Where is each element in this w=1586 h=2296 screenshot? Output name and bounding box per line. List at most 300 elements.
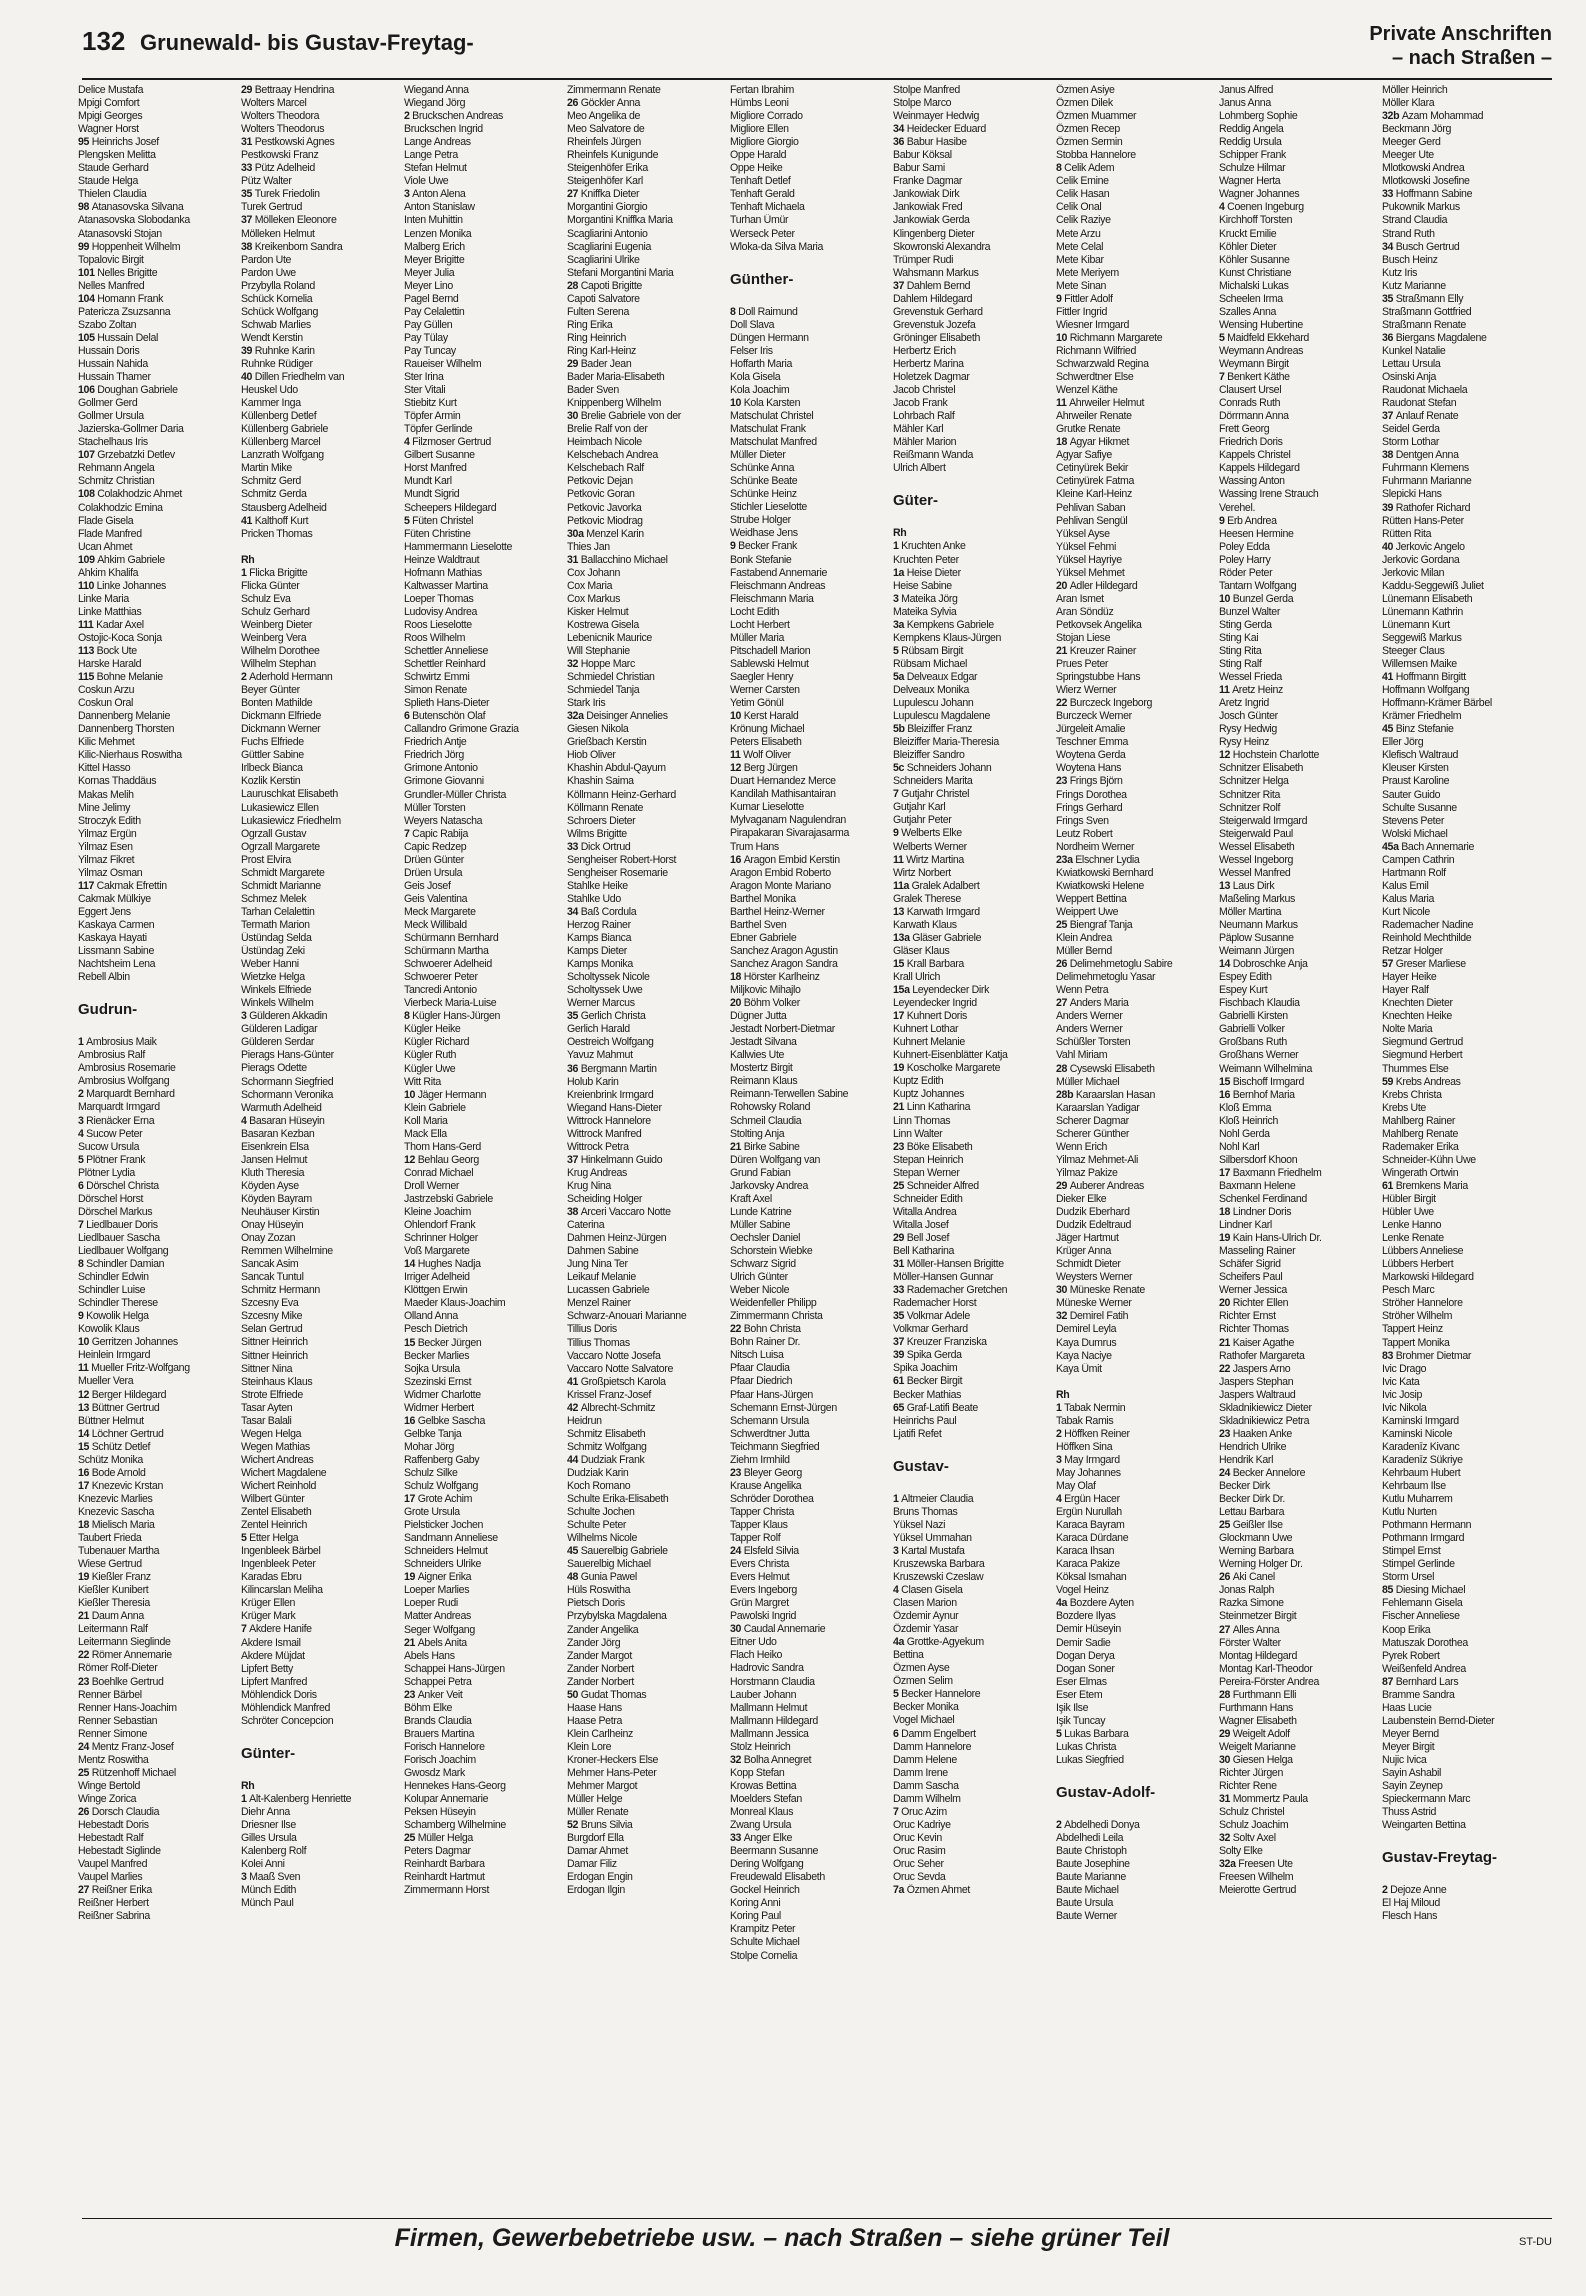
resident-entry: [1219, 749, 1378, 762]
resident-entry: [404, 1415, 563, 1428]
resident-name: Grote Achim: [417, 1493, 473, 1506]
resident-name: Bruns Silvia: [580, 1819, 633, 1832]
house-number: 85: [1382, 1584, 1396, 1597]
resident-entry: Herzog Rainer: [567, 919, 631, 931]
resident-entry: [404, 1637, 563, 1650]
house-number: 6: [404, 710, 413, 723]
resident-entry: Warmuth Adelheid: [241, 1101, 322, 1114]
resident-entry: Weidenfeller Philipp: [730, 1297, 817, 1310]
resident-entry: Grießbach Kerstin: [567, 736, 647, 749]
house-number: 28b: [1056, 1088, 1076, 1101]
resident-name: Möller-Hansen Brigitte: [906, 1258, 1004, 1271]
resident-entry: Solty Elke: [1219, 1845, 1263, 1858]
resident-entry: Jäger Hartmut: [1056, 1232, 1119, 1245]
house-number: 18: [1056, 436, 1070, 449]
house-number: 9: [1056, 292, 1065, 305]
resident-entry: Grund Fabian: [730, 1166, 791, 1179]
resident-entry: Staude Helga: [78, 175, 138, 188]
resident-entry: Oruc Kevin: [893, 1831, 942, 1844]
resident-entry: Schulz Silke: [404, 1466, 458, 1479]
house-number: 11: [730, 749, 744, 762]
resident-name: Dillen Friedhelm van: [254, 371, 345, 384]
resident-entry: [1219, 1832, 1378, 1845]
resident-entry: Simon Renate: [404, 684, 467, 697]
resident-entry: [893, 1336, 1052, 1349]
resident-entry: Schemann Ernst-Jürgen: [730, 1401, 837, 1414]
house-number: 20: [1219, 1297, 1233, 1310]
resident-entry: Teichmann Siegfried: [730, 1440, 820, 1453]
resident-entry: Düngen Hermann: [730, 331, 809, 344]
resident-entry: Grimone Antonio: [404, 762, 478, 775]
resident-entry: Capoti Salvatore: [567, 292, 640, 305]
resident-entry: Pothmann Hermann: [1382, 1519, 1472, 1532]
resident-entry: [1219, 1363, 1378, 1376]
resident-entry: Weinberg Vera: [241, 631, 307, 644]
resident-entry: Klein Lore: [567, 1740, 612, 1753]
resident-name: Müneske Renate: [1069, 1284, 1145, 1297]
resident-entry: Köyden Bayram: [241, 1192, 312, 1205]
resident-entry: Evers Helmut: [730, 1571, 790, 1584]
resident-entry: Lukas Siegfried: [1056, 1753, 1124, 1766]
resident-entry: [78, 1088, 237, 1101]
resident-name: Haaken Anke: [1232, 1427, 1292, 1440]
resident-entry: Sauter Guido: [1382, 788, 1441, 801]
resident-entry: Topalovic Birgit: [78, 253, 144, 266]
resident-entry: Rathofer Margareta: [1219, 1349, 1305, 1362]
resident-entry: Wilhelm Dorothee: [241, 644, 320, 657]
resident-entry: Wilbert Günter: [241, 1493, 305, 1506]
house-number: 30a: [567, 527, 587, 540]
house-number: 44: [567, 1453, 581, 1466]
resident-entry: Jaspers Stephan: [1219, 1375, 1294, 1388]
house-number: 105: [78, 331, 98, 344]
house-number: 26: [78, 1806, 92, 1818]
resident-entry: [1056, 997, 1215, 1010]
resident-entry: Drüen Ursula: [404, 866, 463, 879]
resident-entry: Schappei Petra: [404, 1675, 472, 1688]
resident-entry: [78, 619, 237, 632]
resident-name: Heidecker Eduard: [906, 123, 986, 136]
resident-entry: Miljkovic Mihajlo: [730, 984, 801, 997]
resident-entry: Dogan Derya: [1056, 1649, 1115, 1662]
resident-entry: Grevenstuk Gerhard: [893, 305, 983, 318]
street-heading: Gudrun-: [78, 1001, 138, 1019]
resident-entry: Petkovsek Angelika: [1056, 618, 1142, 631]
resident-name: Baß Cordula: [580, 905, 637, 918]
resident-entry: Kruchten Peter: [893, 553, 959, 566]
resident-name: Aragon Embid Kerstin: [743, 853, 840, 866]
resident-entry: Tapper Christa: [730, 1505, 794, 1518]
resident-entry: Morgantini Kniffka Maria: [567, 214, 673, 227]
house-number: 4a: [1056, 1597, 1070, 1610]
resident-name: Hussain Delal: [97, 331, 159, 344]
house-number: 113: [78, 645, 97, 658]
resident-entry: Raueiser Wilhelm: [404, 357, 482, 370]
house-number: 3a: [893, 618, 907, 631]
resident-entry: Friedrich Jörg: [404, 749, 464, 762]
resident-entry: [78, 332, 237, 345]
house-number: 13a: [893, 931, 913, 944]
resident-entry: Kroner-Heckers Else: [567, 1754, 659, 1766]
resident-entry: Kluth Theresia: [241, 1166, 305, 1179]
resident-entry: [1382, 541, 1541, 554]
house-number: 41: [241, 514, 255, 527]
resident-entry: Pehlivan Sengül: [1056, 514, 1128, 527]
resident-entry: Barthel Sven: [730, 918, 787, 931]
house-number: 2: [78, 1088, 87, 1101]
resident-entry: Bader Maria-Elisabeth: [567, 371, 665, 384]
house-number: 3: [241, 1871, 250, 1884]
resident-entry: [78, 1336, 237, 1349]
house-number: 15: [78, 1440, 92, 1453]
entry-gap: [1382, 1871, 1541, 1884]
resident-entry: Pfaar Claudia: [730, 1362, 790, 1375]
resident-entry: Schulz Wolfgang: [404, 1480, 479, 1493]
resident-entry: Lupulescu Magdalene: [893, 710, 991, 723]
resident-entry: Vierbeck Maria-Luise: [404, 997, 497, 1010]
resident-entry: Karaca Dürdane: [1056, 1532, 1129, 1545]
house-number: 26: [1219, 1571, 1233, 1584]
resident-entry: Plengsken Melitta: [78, 149, 156, 162]
resident-name: Kain Hans-Ulrich Dr.: [1232, 1232, 1322, 1245]
resident-entry: Kaminski Nicole: [1382, 1427, 1453, 1440]
resident-entry: Leitermann Ralf: [78, 1623, 148, 1636]
resident-entry: Pielsticker Jochen: [404, 1519, 484, 1532]
resident-entry: Schettler Anneliese: [404, 645, 489, 658]
resident-entry: Weimann Jürgen: [1219, 945, 1294, 958]
resident-entry: [78, 201, 237, 214]
resident-entry: Bozdere Ilyas: [1056, 1610, 1116, 1623]
resident-entry: Horst Manfred: [404, 462, 467, 475]
resident-entry: Dörrmann Anna: [1219, 410, 1289, 423]
resident-name: Sucow Peter: [86, 1127, 143, 1140]
resident-entry: [567, 710, 726, 723]
resident-entry: Schnitzer Elisabeth: [1219, 762, 1304, 775]
resident-entry: Sting Gerda: [1219, 618, 1272, 631]
resident-entry: Kilic Mehmet: [78, 736, 135, 749]
resident-entry: Damar Ahmet: [567, 1845, 628, 1858]
resident-entry: [893, 932, 1052, 945]
resident-entry: Klöttgen Erwin: [404, 1284, 468, 1297]
resident-name: Dahlem Bernd: [906, 279, 971, 292]
resident-entry: Schmitz Christian: [78, 475, 155, 488]
resident-entry: Weigelt Marianne: [1219, 1740, 1296, 1753]
house-number: 35: [567, 1010, 581, 1023]
resident-name: Dejoze Anne: [1390, 1884, 1447, 1897]
house-number: 45a: [1382, 840, 1402, 853]
resident-entry: [567, 1010, 726, 1023]
entry-gap: [893, 475, 1052, 488]
resident-entry: Matter Andreas: [404, 1610, 471, 1623]
resident-name: Furthmann Elli: [1232, 1688, 1297, 1701]
resident-entry: [1056, 1428, 1215, 1441]
resident-entry: Krebs Christa: [1382, 1088, 1442, 1101]
house-number: 107: [78, 449, 98, 462]
resident-entry: Bleiziffer Sandro: [893, 749, 965, 762]
resident-name: Löchner Gertrud: [91, 1427, 164, 1440]
resident-entry: Scagliarini Antonio: [567, 227, 648, 240]
resident-entry: Montag Karl-Theodor: [1219, 1662, 1313, 1675]
resident-name: Mölleken Eleonore: [254, 214, 337, 227]
resident-name: Gerritzen Johannes: [91, 1336, 178, 1349]
resident-entry: Callandro Grimone Grazia: [404, 723, 519, 736]
resident-entry: Lettau Barbara: [1219, 1506, 1285, 1519]
resident-entry: [78, 1767, 237, 1780]
resident-entry: Sting Kai: [1219, 631, 1259, 644]
house-number: 17: [1219, 1166, 1233, 1179]
resident-entry: [404, 1089, 563, 1102]
house-number: 25: [893, 1179, 907, 1192]
resident-entry: Ster Irina: [404, 371, 444, 384]
resident-entry: Forisch Joachim: [404, 1754, 476, 1766]
resident-entry: [730, 971, 889, 984]
house-number: 31: [1219, 1793, 1233, 1806]
house-number: 9: [730, 540, 739, 553]
resident-entry: Conrad Michael: [404, 1166, 474, 1179]
resident-entry: Szcesny Eva: [241, 1297, 299, 1310]
resident-entry: Özmen Recep: [1056, 123, 1120, 136]
entry-gap: [1056, 1767, 1215, 1780]
resident-entry: Weißenfeld Andrea: [1382, 1662, 1466, 1675]
resident-entry: Makas Melih: [78, 788, 134, 801]
resident-entry: [567, 1206, 726, 1219]
resident-entry: [1056, 436, 1215, 449]
resident-name: Brohmer Dietmar: [1395, 1349, 1472, 1362]
resident-name: Anger Elke: [743, 1832, 793, 1845]
resident-entry: Weippert Uwe: [1056, 905, 1119, 918]
resident-entry: [893, 958, 1052, 971]
resident-entry: Tappert Heinz: [1382, 1323, 1443, 1336]
resident-name: Karwath Irmgard: [906, 905, 980, 918]
resident-name: Höffken Reiner: [1064, 1427, 1130, 1440]
resident-entry: Lunde Katrine: [730, 1205, 792, 1218]
resident-entry: Weingarten Bettina: [1382, 1819, 1466, 1832]
house-number: 23: [730, 1466, 744, 1479]
resident-entry: Ucan Ahmet: [78, 540, 133, 553]
house-number: 38: [241, 240, 255, 253]
resident-entry: Nohl Karl: [1219, 1140, 1260, 1153]
resident-name: Becker Birgit: [906, 1375, 963, 1388]
resident-entry: Beyer Günter: [241, 684, 300, 697]
resident-entry: [1219, 515, 1378, 528]
resident-name: Römer Annemarie: [91, 1649, 172, 1662]
resident-entry: [893, 645, 1052, 658]
resident-entry: Coskun Oral: [78, 697, 134, 710]
resident-entry: [893, 723, 1052, 736]
resident-name: Flicka Brigitte: [249, 566, 308, 579]
resident-entry: [78, 1310, 237, 1323]
resident-entry: Fuhrmann Klemens: [1382, 462, 1469, 475]
resident-entry: Fischer Anneliese: [1382, 1610, 1460, 1623]
resident-entry: Yilmaz Mehmet-Ali: [1056, 1153, 1138, 1166]
resident-entry: Sancak Asim: [241, 1258, 299, 1271]
directory-column-4: [567, 84, 726, 2210]
resident-entry: [730, 306, 889, 319]
house-number: 1: [78, 1036, 87, 1049]
resident-entry: Pereira-Förster Andrea: [1219, 1675, 1320, 1688]
resident-entry: [893, 1141, 1052, 1154]
house-number: 7: [78, 1218, 87, 1231]
resident-entry: [241, 188, 400, 201]
resident-name: Ballacchino Michael: [580, 553, 668, 566]
entry-gap: [1382, 1832, 1541, 1845]
resident-name: Krebs Andreas: [1395, 1075, 1461, 1088]
resident-name: Göckler Anna: [580, 97, 641, 110]
resident-entry: Wassing Anton: [1219, 475, 1285, 488]
resident-entry: Zimmermann Horst: [404, 1884, 490, 1897]
resident-entry: Kolei Anni: [241, 1858, 285, 1871]
house-number: 48: [567, 1571, 581, 1584]
resident-name: Gerlich Christa: [580, 1010, 646, 1023]
resident-entry: Köyden Ayse: [241, 1179, 299, 1192]
resident-entry: Teschner Emma: [1056, 736, 1128, 749]
resident-entry: Krug Nina: [567, 1179, 611, 1192]
resident-entry: [567, 1819, 726, 1832]
house-number: 99: [78, 240, 92, 253]
resident-entry: Monreal Klaus: [730, 1806, 794, 1818]
resident-entry: Diehr Anna: [241, 1805, 290, 1818]
resident-entry: Kelschebach Andrea: [567, 449, 658, 462]
resident-entry: Zimmermann Christa: [730, 1310, 823, 1323]
resident-name: Mommertz Paula: [1232, 1793, 1308, 1806]
resident-entry: Gröninger Elisabeth: [893, 331, 980, 344]
resident-name: Bohn Christa: [743, 1323, 801, 1336]
resident-entry: Sanchez Aragon Sandra: [730, 957, 838, 970]
house-number: 30: [567, 410, 581, 423]
house-number: 8: [404, 1010, 413, 1023]
resident-name: Damm Engelbert: [901, 1727, 976, 1740]
resident-entry: Gülderen Serdar: [241, 1036, 315, 1049]
resident-entry: Koll Maria: [404, 1114, 448, 1127]
resident-entry: Schormann Siegfried: [241, 1075, 334, 1088]
house-number: 23: [78, 1675, 92, 1688]
resident-entry: Wilms Brigitte: [567, 827, 627, 840]
resident-entry: Hartmann Rolf: [1382, 866, 1446, 879]
resident-entry: Schwarzwald Regina: [1056, 357, 1149, 370]
house-number: 111: [78, 618, 97, 631]
resident-entry: Staude Gerhard: [78, 162, 149, 175]
resident-name: Schindler Damian: [86, 1258, 165, 1271]
resident-entry: Stefan Helmut: [404, 162, 467, 175]
resident-entry: Reddig Angela: [1219, 123, 1284, 136]
house-number: 11: [893, 853, 907, 866]
resident-name: Capoti Brigitte: [580, 279, 642, 292]
resident-entry: Müller Michael: [1056, 1075, 1120, 1088]
resident-entry: Wagner Elisabeth: [1219, 1714, 1297, 1727]
resident-entry: Müller Maria: [730, 631, 785, 644]
resident-entry: Kutlu Muharrem: [1382, 1493, 1453, 1506]
resident-entry: Dudzik Eberhard: [1056, 1206, 1130, 1219]
resident-entry: Tabak Ramis: [1056, 1414, 1114, 1427]
entry-gap: [893, 1480, 1052, 1493]
resident-entry: Geis Josef: [404, 879, 451, 892]
resident-entry: [1056, 854, 1215, 867]
resident-entry: Termath Marion: [241, 918, 310, 931]
resident-name: Mentz Franz-Josef: [91, 1740, 174, 1753]
resident-name: Rathofer Richard: [1395, 501, 1471, 514]
house-number: 13: [893, 905, 907, 918]
resident-entry: Lünemann Kathrin: [1382, 605, 1463, 618]
resident-name: Anders Maria: [1069, 997, 1129, 1010]
house-number: 36: [1382, 331, 1396, 344]
resident-entry: Ring Karl-Heinz: [567, 344, 636, 357]
resident-entry: [893, 1688, 1052, 1701]
resident-name: Dentgen Anna: [1395, 449, 1459, 462]
resident-entry: [893, 1349, 1052, 1362]
resident-entry: Köllmann Renate: [567, 801, 644, 814]
resident-entry: Jaspers Waltraud: [1219, 1388, 1296, 1401]
resident-entry: Schneiders Helmut: [404, 1545, 488, 1558]
resident-entry: Mine Jelimy: [78, 801, 131, 814]
resident-entry: [1219, 1858, 1378, 1871]
resident-entry: Dickmann Werner: [241, 723, 321, 736]
house-number: 37: [1382, 410, 1396, 423]
resident-name: Krall Barbara: [906, 957, 964, 970]
resident-entry: Stolz Heinrich: [730, 1740, 791, 1753]
house-number: 22: [1219, 1362, 1233, 1375]
resident-entry: Schorstein Wiebke: [730, 1244, 813, 1257]
resident-name: Colakhodzic Ahmet: [97, 488, 182, 501]
resident-entry: Masseling Rainer: [1219, 1245, 1296, 1258]
resident-entry: Wichert Magdalene: [241, 1466, 327, 1479]
street-side-heading: Rh: [893, 527, 907, 540]
resident-entry: Stimpel Gerlinde: [1382, 1558, 1455, 1571]
resident-entry: Lohrbach Ralf: [893, 410, 955, 423]
resident-entry: Mölleken Helmut: [241, 227, 315, 240]
resident-entry: Schulz Joachim: [1219, 1819, 1289, 1832]
resident-entry: Vahl Miriam: [1056, 1049, 1108, 1062]
resident-name: Rienäcker Erna: [86, 1114, 155, 1127]
resident-entry: [893, 619, 1052, 632]
resident-entry: [1056, 332, 1215, 345]
resident-name: Becker Frank: [738, 540, 797, 553]
house-number: 30: [1219, 1754, 1233, 1766]
resident-entry: Wegen Helga: [241, 1427, 302, 1440]
house-number: 104: [78, 292, 98, 305]
resident-entry: Lettau Ursula: [1382, 357, 1441, 370]
resident-entry: Schnitzer Rolf: [1219, 801, 1281, 814]
resident-entry: Caterina: [567, 1219, 605, 1232]
resident-name: Babur Hasibe: [906, 136, 967, 149]
resident-entry: Michalski Lukas: [1219, 279, 1289, 292]
resident-entry: [1219, 1519, 1378, 1532]
house-number: 7: [241, 1623, 250, 1636]
resident-entry: Schück Kornelia: [241, 292, 313, 305]
resident-entry: Höffken Sina: [1056, 1440, 1113, 1453]
resident-entry: Winge Bertold: [78, 1779, 140, 1792]
resident-entry: [404, 1258, 563, 1271]
resident-entry: Evers Christa: [730, 1558, 790, 1571]
house-number: 5: [78, 1153, 87, 1166]
resident-entry: Weinberg Dieter: [241, 618, 313, 631]
resident-entry: Rehmann Angela: [78, 462, 155, 475]
resident-entry: [893, 906, 1052, 919]
resident-entry: Yüksel Ummahan: [893, 1531, 972, 1544]
resident-entry: Eggert Jens: [78, 905, 131, 918]
resident-entry: Schmeil Claudia: [730, 1114, 802, 1127]
resident-entry: [241, 371, 400, 384]
house-number: 1: [893, 1492, 902, 1505]
resident-entry: Kilincarslan Meliha: [241, 1584, 323, 1597]
resident-name: Pütz Adelheid: [254, 162, 315, 175]
resident-entry: [1056, 1284, 1215, 1297]
resident-entry: Kaya Naciye: [1056, 1349, 1112, 1362]
resident-entry: Richter Thomas: [1219, 1323, 1289, 1336]
resident-entry: Weymann Andreas: [1219, 344, 1304, 357]
house-number: 21: [1056, 645, 1070, 658]
resident-entry: Gilles Ursula: [241, 1832, 297, 1845]
resident-entry: [78, 1519, 237, 1532]
